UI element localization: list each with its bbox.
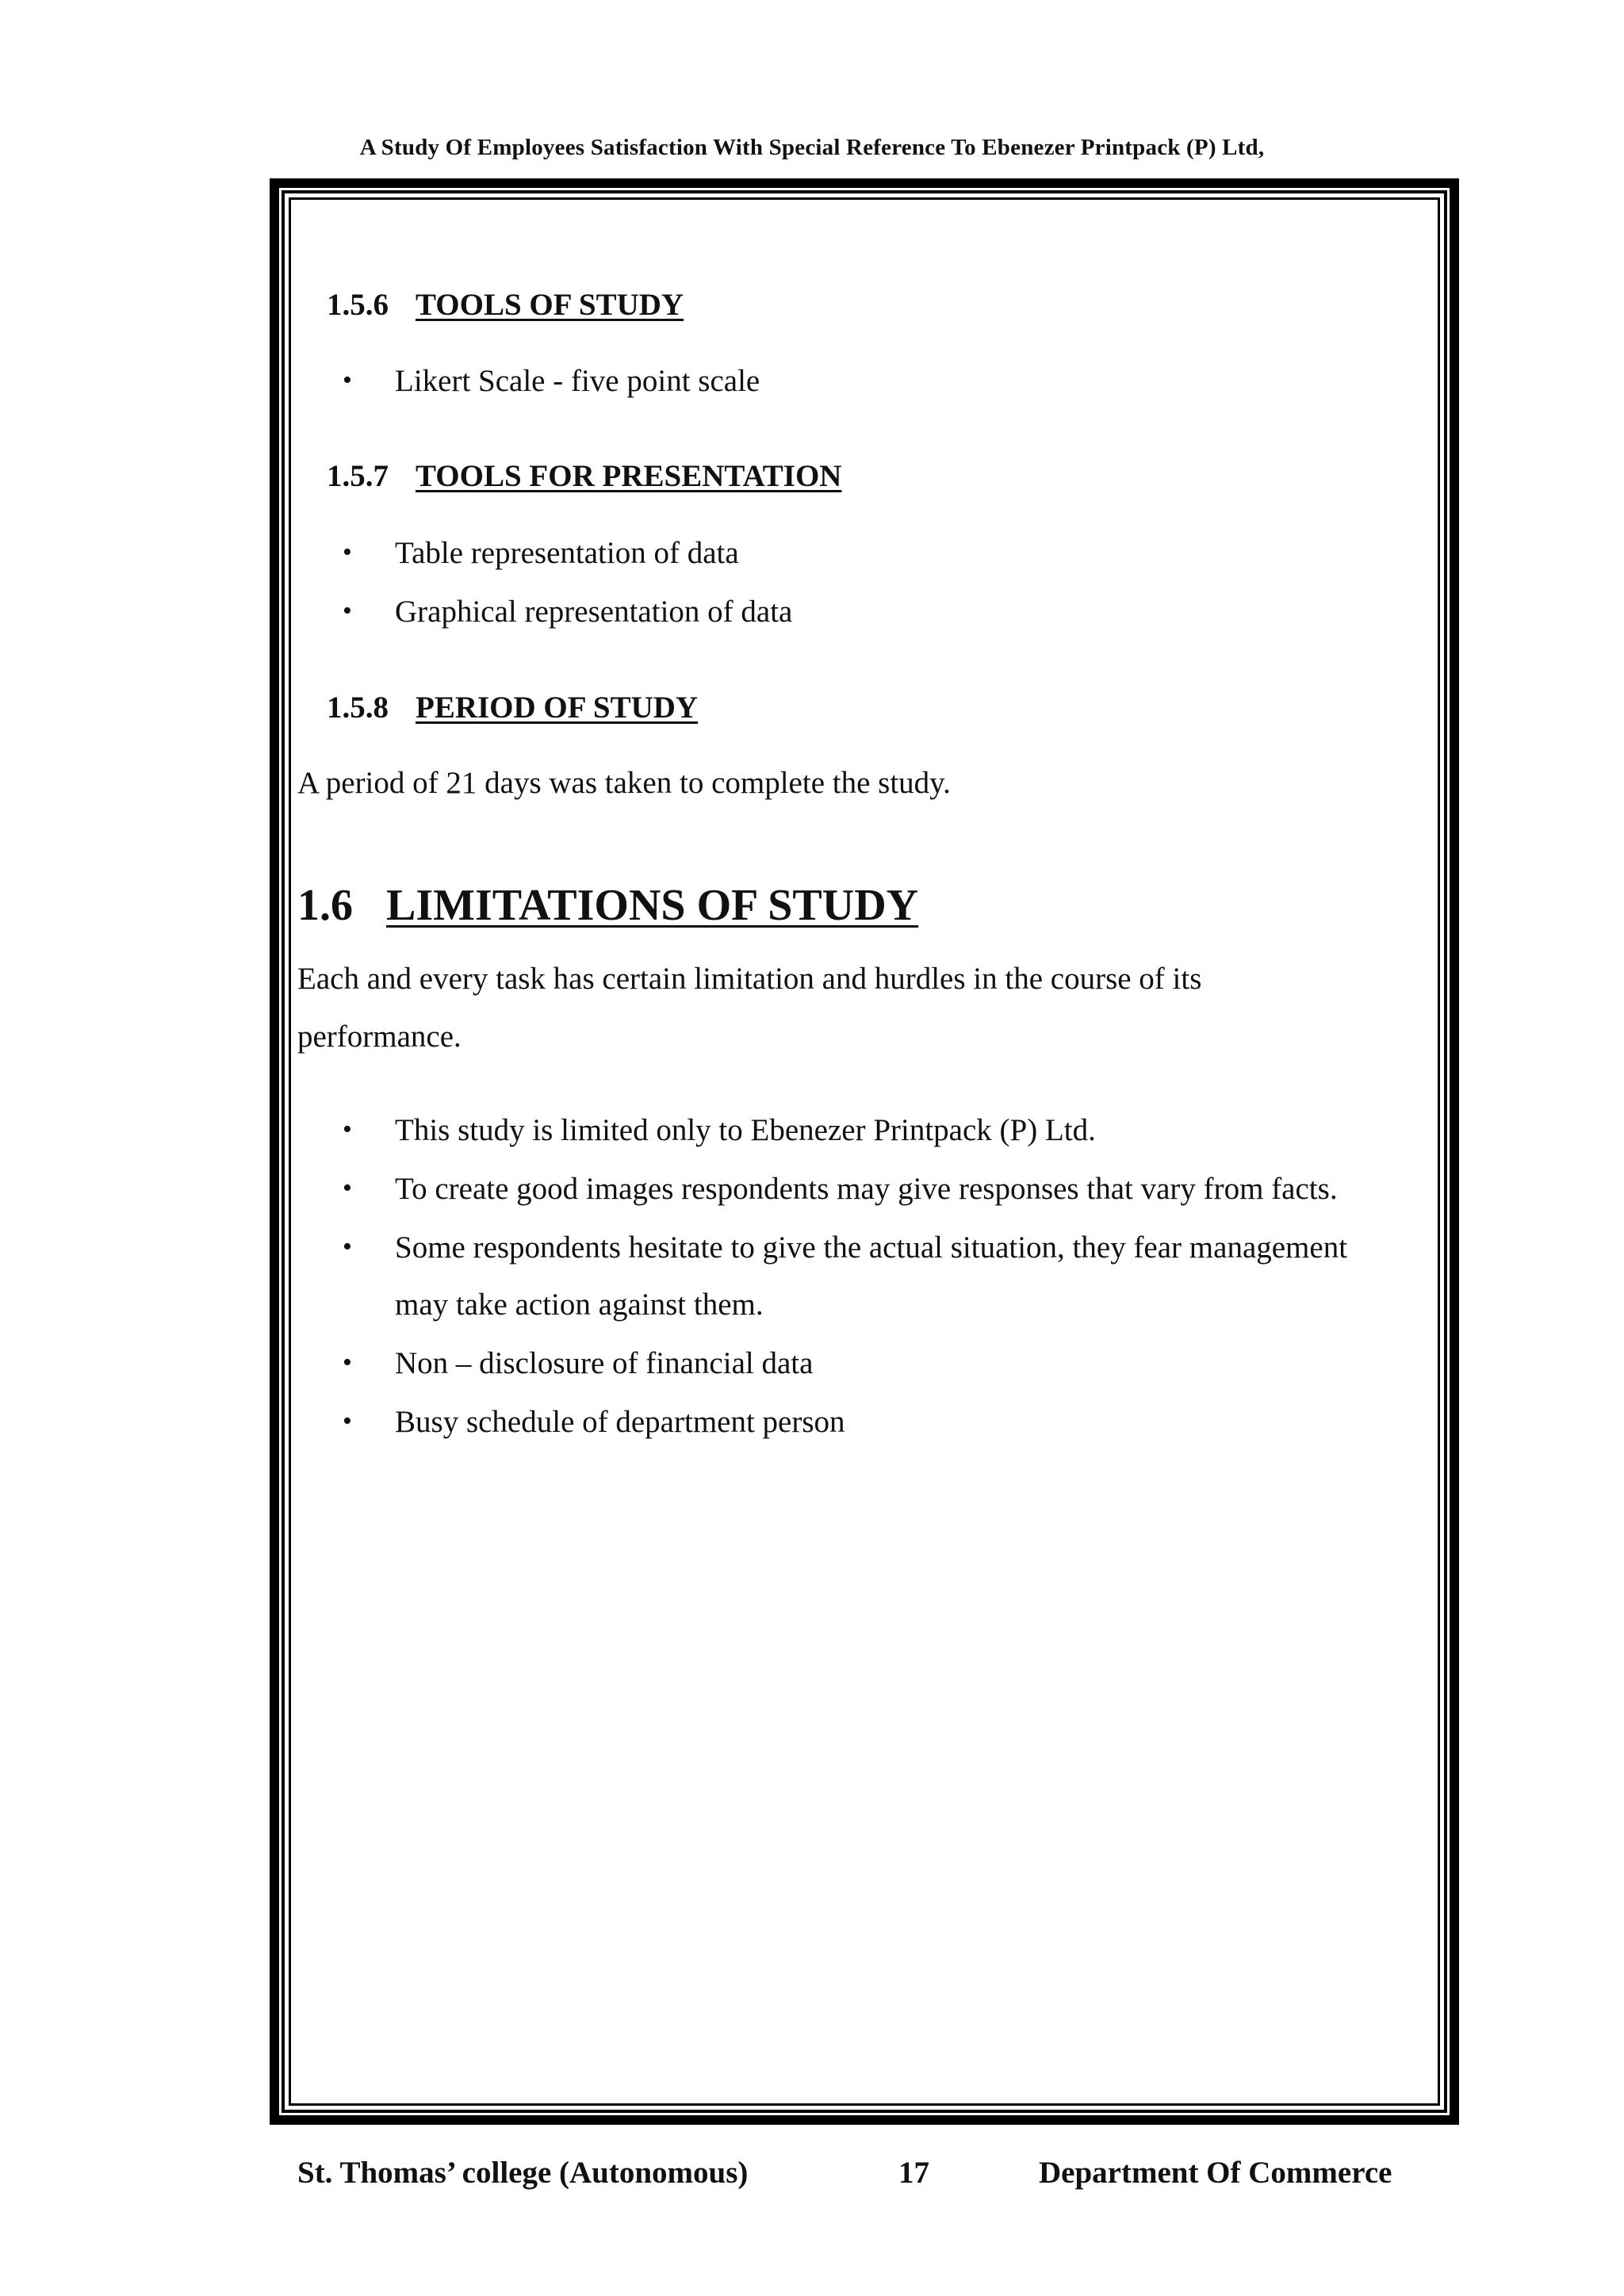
footer-department: Department Of Commerce xyxy=(1039,2156,1392,2190)
list-item-text: To create good images respondents may give responses that vary from facts. xyxy=(395,1172,1338,1206)
list-item-text: Graphical representation of data xyxy=(395,595,793,629)
list-item xyxy=(343,1345,813,1381)
section-number: 1.6 xyxy=(297,881,353,930)
list-item xyxy=(343,1171,1338,1207)
paragraph-period: A period of 21 days was taken to complete the study. xyxy=(297,766,951,800)
footer-page-number: 17 xyxy=(898,2156,929,2190)
bullet-icon: • xyxy=(343,1173,352,1203)
bullet-icon: • xyxy=(343,1348,352,1377)
list-item xyxy=(343,1230,1347,1265)
list-item-text: Likert Scale - five point scale xyxy=(395,364,760,398)
section-number: 1.5.6 xyxy=(327,288,389,322)
paragraph-limitations-intro-line1: Each and every task has certain limitation and hurdles in the course of its xyxy=(297,962,1202,996)
bullet-icon: • xyxy=(343,596,352,626)
list-item-text: may take action against them. xyxy=(395,1288,764,1322)
bullet-icon: • xyxy=(343,1115,352,1144)
section-title: LIMITATIONS OF STUDY xyxy=(386,881,919,930)
section-number: 1.5.7 xyxy=(327,459,389,493)
running-header: A Study Of Employees Satisfaction With Special Reference To Ebenezer Printpack (P) Ltd, xyxy=(359,135,1265,160)
list-item xyxy=(343,1404,845,1440)
list-item-text: Table representation of data xyxy=(395,536,739,570)
list-item-continuation xyxy=(343,1287,764,1322)
section-heading-limitations xyxy=(297,880,918,931)
list-item-text: Non – disclosure of financial data xyxy=(395,1346,814,1380)
section-heading-period-of-study xyxy=(327,690,698,725)
bullet-icon: • xyxy=(343,1232,352,1261)
footer-college: St. Thomas’ college (Autonomous) xyxy=(297,2156,749,2190)
list-item xyxy=(343,594,792,629)
list-item-text: Busy schedule of department person xyxy=(395,1405,845,1439)
section-heading-tools-of-study xyxy=(327,287,684,323)
bullet-icon: • xyxy=(343,365,352,395)
section-heading-tools-for-presentation xyxy=(327,458,841,494)
paragraph-limitations-intro-line2: performance. xyxy=(297,1020,462,1054)
list-item xyxy=(343,363,760,399)
section-title: TOOLS FOR PRESENTATION xyxy=(416,459,842,493)
list-item-text: Some respondents hesitate to give the actual situation, they fear management xyxy=(395,1230,1348,1265)
section-title: PERIOD OF STUDY xyxy=(416,691,699,725)
list-item xyxy=(343,1112,1096,1148)
section-number: 1.5.8 xyxy=(327,691,389,725)
bullet-icon: • xyxy=(343,1406,352,1436)
section-title: TOOLS OF STUDY xyxy=(416,288,684,322)
list-item xyxy=(343,535,739,571)
list-item-text: This study is limited only to Ebenezer Printpack (P) Ltd. xyxy=(395,1113,1096,1147)
bullet-icon: • xyxy=(343,538,352,567)
